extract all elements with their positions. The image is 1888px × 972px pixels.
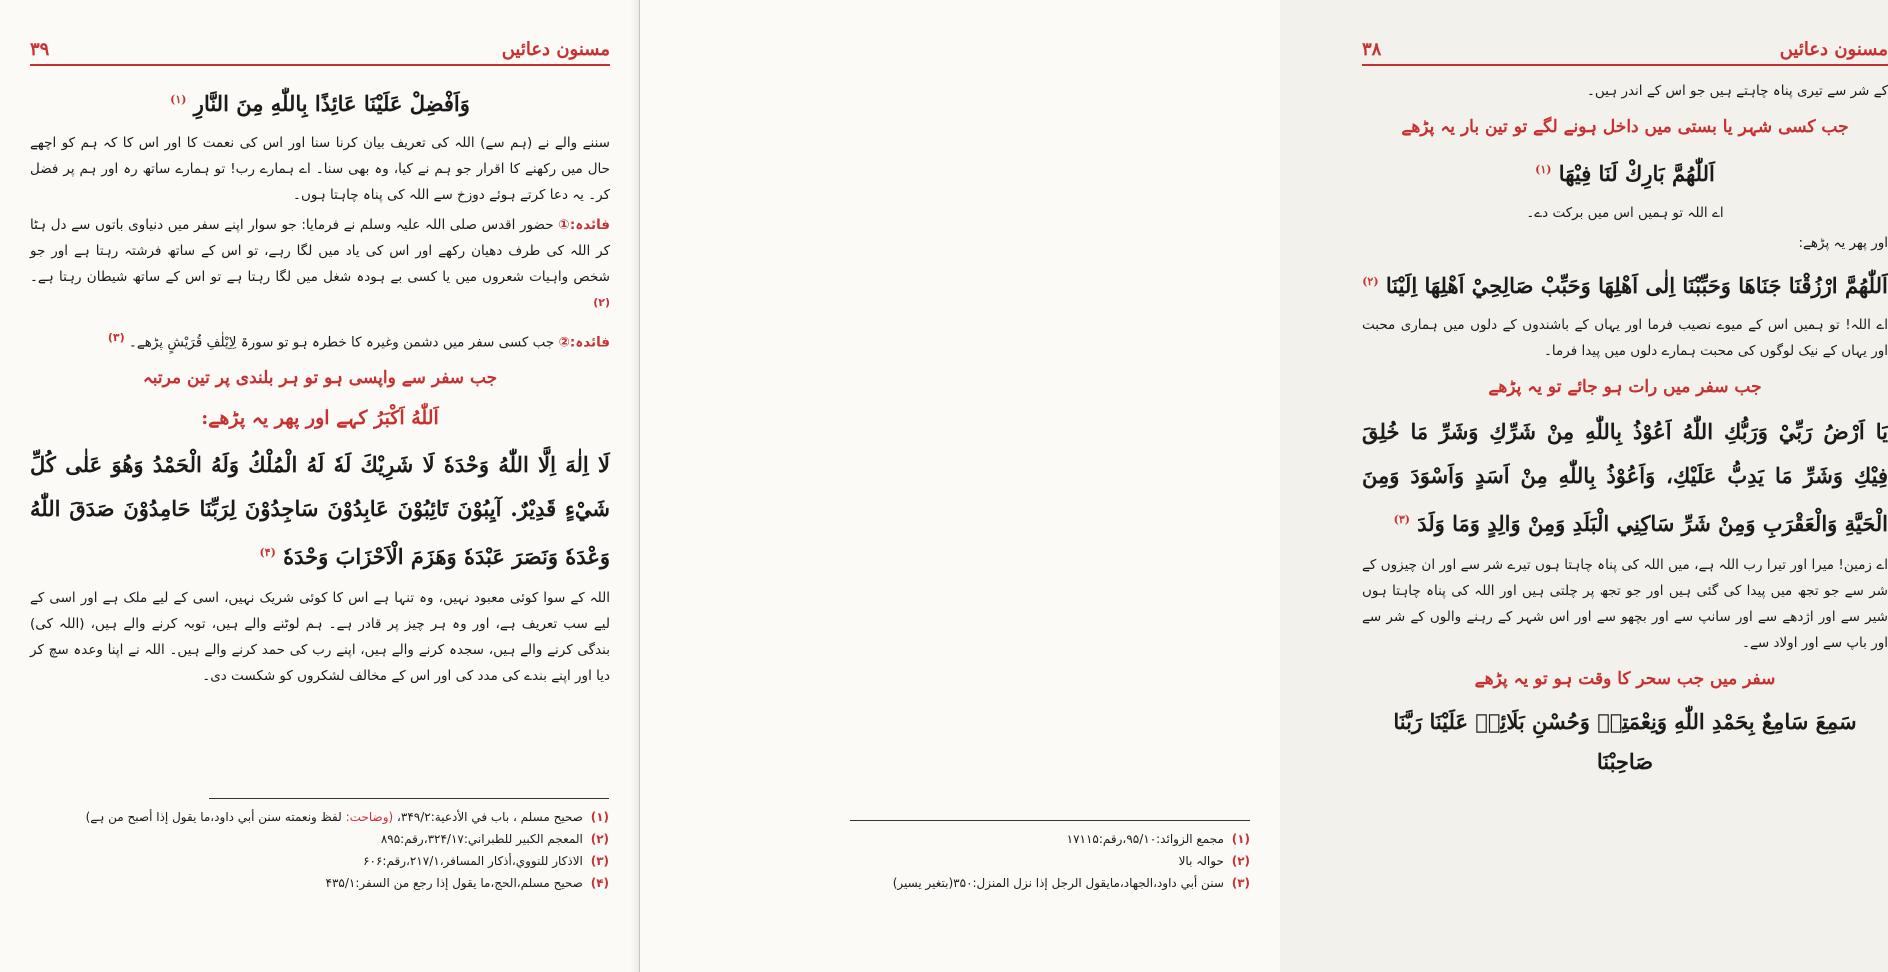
footnote: (۲) المعجم الكبير للطبراني:۳۲۴/۱۷،رقم:۸۹۵: [380, 832, 609, 846]
translation-paragraph: سننے والے نے (ہم سے) اللہ کی تعریف بیان کرنا سنا اور اس کی نعمت کا اور اس کا کہ ہم کو اچھے حال میں رکھنے کا اقرار جو ہم نے کیا، وہ بھی سنا۔ اے ہمارے رب! تو ہمارے ساتھ رہ اور ہم پر فضل کر۔ یہ دعا کرتے ہوئے دوزخ سے اللہ کی پناہ چاہتا ہوں۔: [30, 135, 610, 203]
footnote-ref: (۳): [107, 330, 125, 344]
translation-paragraph: اے اللہ تو ہمیں اس میں برکت دے۔: [1526, 205, 1724, 221]
footnote-ref: (۲): [593, 296, 610, 309]
translation-paragraph: اے زمین! میرا اور تیرا رب اللہ ہے، میں اللہ کی پناہ چاہتا ہوں تیرے شر سے اور ان چیزوں کے شر سے جو تجھ میں پیدا کی گئی ہیں اور جو تجھ پر چلتی ہیں اور اللہ کی پناہ چاہتا ہوں شیر سے اور اژدھے سے اور سانپ سے اور بچھو سے اور اس شہر کے رہنے والوں کے شر سے اور باپ سے اور اولاد سے۔: [1362, 557, 1888, 651]
section-heading: جب کسی شہر یا بستی میں داخل ہونے لگے تو تین بار یہ پڑھے: [1401, 117, 1849, 137]
footnote: (۳) سنن أبي داود،الجهاد،مايقول الرجل إذا نزل المنزل:۳۵۰(بتغير يسير): [892, 876, 1250, 890]
footnote-divider: [850, 820, 1250, 821]
arabic-dua: سَمِعَ سَامِعٌ بِحَمْدِ اللّٰهِ وَنِعْمَتِهٖ وَحُسْنِ بَلَائِهٖ عَلَيْنَا رَبَّنَا صَاحِبْنَا: [1393, 709, 1857, 774]
footnote-divider: [209, 798, 609, 799]
footnote: (۴) صحيح مسلم،الحج،ما يقول إذا رجع من السفر:۴۳۵/۱: [325, 876, 609, 890]
left-page: [0, 0, 640, 972]
footnote: (۱) صحيح مسلم ، باب في الأدعية:۳۴۹/۲، (وضاحت: لفظ ونعمته سنن أبي داود،ما يقول إذا أصبح من ہے): [85, 810, 609, 824]
translation-paragraph: اے اللہ! تو ہمیں اس کے میوے نصیب فرما اور یہاں کے باشندوں کے دلوں میں ہماری محبت اور یہاں کے نیک لوگوں کی محبت ہمارے دلوں میں پیدا فرما۔: [1362, 317, 1888, 359]
arabic-dua: لَا اِلٰهَ اِلَّا اللّٰهُ وَحْدَهٗ لَا شَرِيْكَ لَهٗ لَهُ الْمُلْكُ وَلَهُ الْحَمْدُ وَهُوَ عَلٰى كُلِّ شَيْءٍ قَدِيْرٌ. آيِبُوْنَ تَائِبُوْنَ عَابِدُوْنَ سَاجِدُوْنَ لِرَبِّنَا حَامِدُوْنَ صَدَقَ اللّٰهُ وَعْدَهٗ وَنَصَرَ عَبْدَهٗ وَهَزَمَ الْاَحْزَابَ وَحْدَهٗ $^{(۴)}$: [30, 452, 610, 569]
left-page-header: [30, 30, 610, 66]
footnote: (۲) حوالہ بالا: [1178, 854, 1250, 868]
footnote-ref: (۴): [259, 546, 276, 559]
footnote-ref: (۲): [1362, 275, 1379, 288]
right-page-body: [1362, 74, 1888, 788]
instruction-text: اور پھر یہ پڑھے:: [1798, 235, 1888, 251]
section-heading: اَللّٰهُ اَكْبَرُ کہے اور پھر یہ پڑھے:: [201, 407, 439, 429]
section-heading: جب سفر میں رات ہو جائے تو یہ پڑھے: [1488, 377, 1762, 397]
footnote-ref: (۱): [1535, 163, 1552, 176]
faida-text: جب کسی سفر میں دشمن وغیرہ کا خطرہ ہو تو سورۃ لِاِیْلٰفِ قُرَیْشٍ پڑھے۔: [128, 334, 555, 350]
faida-label: فائدہ:②: [558, 334, 610, 350]
right-page: [640, 0, 1888, 972]
left-page-body: [30, 74, 610, 693]
faida-note: [30, 212, 610, 321]
page-number: ۳۹: [30, 39, 50, 60]
faida-label: فائدہ:①: [558, 217, 611, 233]
footnotes: [724, 828, 1250, 894]
faida-note: [30, 325, 610, 356]
translation-paragraph: اللہ کے سوا کوئی معبود نہیں، وہ تنہا ہے اس کا کوئی شریک نہیں، اسی کے لیے ملک ہے اور اسی کے لیے سب تعریف ہے، اور وہ ہر چیز پر قادر ہے۔ ہم لوٹنے والے ہیں، توبہ کرنے والے ہیں، (اللہ کی) بندگی کرنے والے ہیں، سجدہ کرنے والے ہیں، اپنے رب کی حمد کرنے والے ہیں۔ اللہ نے اپنا وعدہ سچ کر دیا اور اپنے بندے کی مدد کی اور اس کے مخالف لشکروں کو شکست دی۔: [30, 590, 610, 684]
section-heading: جب سفر سے واپسی ہو تو ہر بلندی پر تین مرتبہ: [142, 368, 498, 388]
footnote-ref: (۳): [1393, 513, 1410, 526]
faida-text: حضور اقدس صلی اللہ علیہ وسلم نے فرمایا: جو سوار اپنے سفر میں دنیاوی باتوں سے دل ہٹا کر اللہ کی طرف دھیان رکھے اور اس کی یاد میں لگا رہے، تو اس کے ساتھ فرشتہ رہتا ہے اور جو شخص واہیات شعروں میں یا کسی بے ہودہ شغل میں لگا رہتا ہے تو اس کے ساتھ شیطان رہتا ہے۔: [30, 217, 610, 285]
section-heading: سفر میں جب سحر کا وقت ہو تو یہ پڑھے: [1474, 669, 1776, 689]
arabic-dua: اَللّٰهُمَّ ارْزُقْنَا جَنَاهَا وَحَبِّبْنَا اِلٰى اَهْلِهَا وَحَبِّبْ صَالِحِيْ اَهْلِهَا اِلَيْنَا $^{(۲)}$: [1362, 273, 1888, 298]
page-number: ۳۸: [1362, 39, 1382, 60]
intro-text: کے شر سے تیری پناہ چاہتے ہیں جو اس کے اندر ہیں۔: [1586, 83, 1888, 99]
footnotes: [29, 806, 609, 894]
arabic-dua: وَاَفْضِلْ عَلَيْنَا عَائِذًا بِاللّٰهِ مِنَ النَّارِ $^{(۱)}$: [170, 91, 470, 116]
running-title: مسنون دعائیں: [501, 39, 610, 60]
right-page-header: [1362, 30, 1888, 66]
footnote-ref: (۱): [170, 93, 187, 106]
arabic-dua: اَللّٰهُمَّ بَارِكْ لَنَا فِيْهَا $^{(۱)}$: [1535, 161, 1715, 186]
footnote: (۳) الاذكار للنووي،أذكار المسافر،۲۱۷/۱،رقم:۶۰۶: [363, 854, 609, 868]
arabic-dua: يَا اَرْضُ رَبِّيْ وَرَبُّكِ اللّٰهُ اَعُوْذُ بِاللّٰهِ مِنْ شَرِّكِ وَشَرِّ مَا خُلِقَ فِيْكِ وَشَرِّ مَا يَدِبُّ عَلَيْكِ، وَاَعُوْذُ بِاللّٰهِ مِنْ اَسَدٍ وَاَسْوَدَ وَمِنَ الْحَيَّةِ وَالْعَقْرَبِ وَمِنْ شَرِّ سَاكِنِي الْبَلَدِ وَمِنْ وَالِدٍ وَمَا وَلَدَ $^{(۳)}$: [1362, 419, 1888, 536]
footnote: (۱) مجمع الزوائد:۹۵/۱۰،رقم:۱۷۱۱۵: [1066, 832, 1250, 846]
running-title: مسنون دعائیں: [1779, 39, 1888, 60]
